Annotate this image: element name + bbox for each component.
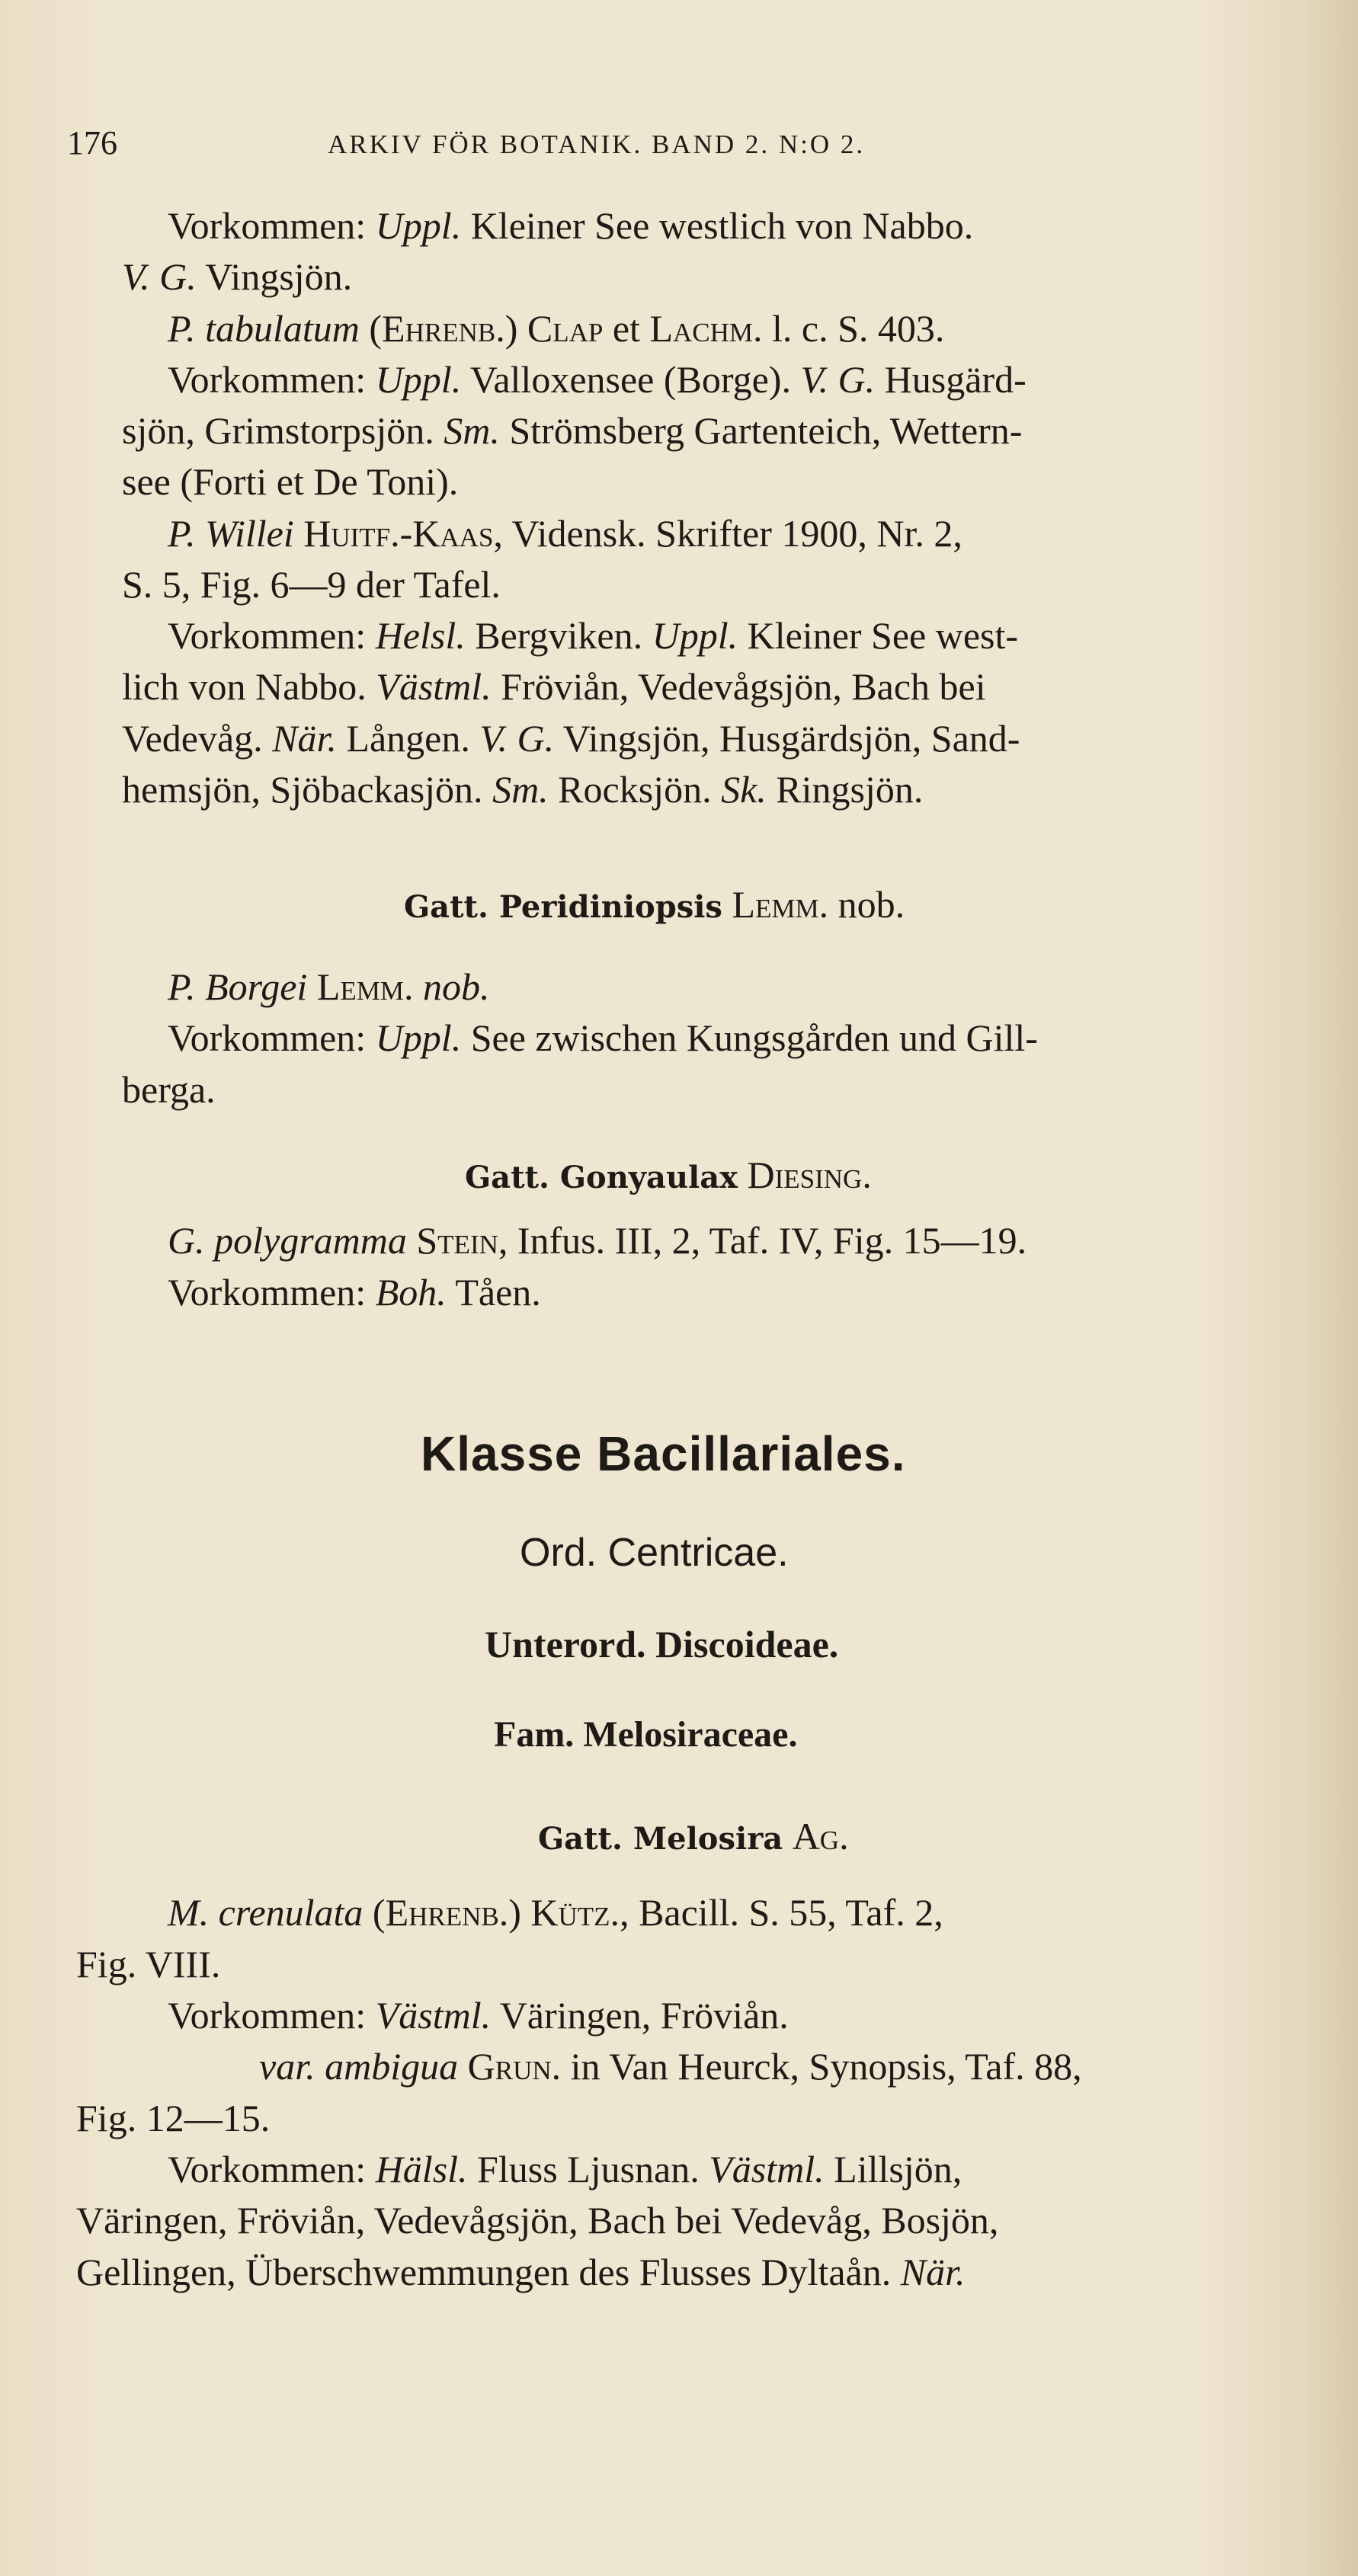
genus-heading: Gatt. Peridiniopsis Lemm. nob. <box>404 883 905 926</box>
text-line: sjön, Grimstorpsjön. Sm. Strömsberg Gartenteich, Wettern- <box>122 409 1023 452</box>
text-line: Vedevåg. När. Lången. V. G. Vingsjön, Husgärdsjön, Sand- <box>122 717 1020 760</box>
species-entry: P. Borgei Lemm. nob. <box>168 965 490 1008</box>
class-heading: Klasse Bacillariales. <box>421 1426 906 1481</box>
text-line: Vorkommen: Uppl. See zwischen Kungsgården und Gill- <box>168 1016 1038 1059</box>
text-line: Vorkommen: Hälsl. Fluss Ljusnan. Västml. Lillsjön, <box>168 2148 962 2190</box>
text-line: lich von Nabbo. Västml. Fröviån, Vedevågsjön, Bach bei <box>122 665 986 708</box>
genus-heading: Gatt. Gonyaulax Diesing. <box>465 1154 872 1196</box>
text-line: Vorkommen: Uppl. Kleiner See westlich von Nabbo. <box>168 204 974 247</box>
genus-heading: Gatt. Melosira Ag. <box>538 1815 849 1858</box>
text-line: Vorkommen: Boh. Tåen. <box>168 1271 541 1314</box>
text-line: S. 5, Fig. 6—9 der Tafel. <box>122 563 501 606</box>
page-number: 176 <box>67 124 117 162</box>
text-line: Fig. VIII. <box>76 1943 221 1986</box>
text-line: Vorkommen: Uppl. Valloxensee (Borge). V. G. Husgärd- <box>168 358 1027 401</box>
text-line: Väringen, Fröviån, Vedevågsjön, Bach bei Vedevåg, Bosjön, <box>76 2199 999 2242</box>
text-line: Gellingen, Überschwemmungen des Flusses Dyltaån. När. <box>76 2251 966 2293</box>
text-line: berga. <box>122 1068 216 1111</box>
species-entry: G. polygramma Stein, Infus. III, 2, Taf. IV, Fig. 15—19. <box>168 1219 1027 1262</box>
text-line: see (Forti et De Toni). <box>122 460 459 503</box>
text-line: V. G. Vingsjön. <box>122 255 353 298</box>
text-line: Fig. 12—15. <box>76 2097 271 2139</box>
text-line: Vorkommen: Helsl. Bergviken. Uppl. Kleiner See west- <box>168 614 1019 657</box>
text-line: hemsjön, Sjöbackasjön. Sm. Rocksjön. Sk. Ringsjön. <box>122 768 924 811</box>
species-entry: P. Willei Huitf.-Kaas, Vidensk. Skrifter 1900, Nr. 2, <box>168 512 962 555</box>
running-head: ARKIV FÖR BOTANIK. BAND 2. N:O 2. <box>328 130 866 159</box>
species-entry: P. tabulatum (Ehrenb.) Clap et Lachm. l. c. S. 403. <box>168 307 945 350</box>
text-line: Vorkommen: Västml. Väringen, Fröviån. <box>168 1994 789 2037</box>
order-heading: Ord. Centricae. <box>520 1531 789 1575</box>
suborder-heading: Unterord. Discoideae. <box>485 1623 839 1666</box>
variety-entry: var. ambigua Grun. in Van Heurck, Synopsis, Taf. 88, <box>259 2045 1082 2088</box>
family-heading: Fam. Melosiraceae. <box>494 1714 798 1755</box>
species-entry: M. crenulata (Ehrenb.) Kütz., Bacill. S. 55, Taf. 2, <box>168 1891 943 1934</box>
